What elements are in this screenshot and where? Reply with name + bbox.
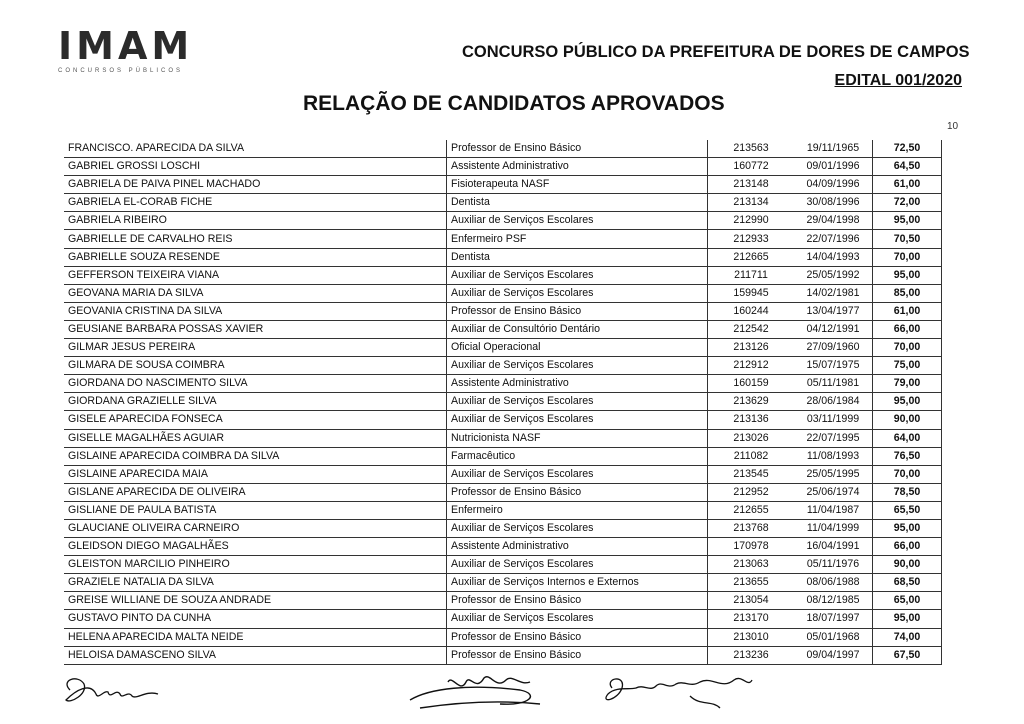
candidates-table bbox=[64, 140, 942, 665]
candidate-position: Oficial Operacional bbox=[447, 339, 708, 357]
table-row bbox=[64, 248, 942, 266]
candidate-registration: 213236 bbox=[708, 646, 795, 664]
logo-wordmark: IMAM bbox=[58, 24, 194, 68]
table-row bbox=[64, 194, 942, 212]
candidate-name: GLEISTON MARCILIO PINHEIRO bbox=[64, 556, 447, 574]
candidate-score: 74,00 bbox=[873, 628, 942, 646]
table-row bbox=[64, 429, 942, 447]
candidate-position: Professor de Ensino Básico bbox=[447, 628, 708, 646]
logo-subtext: CONCURSOS PÚBLICOS bbox=[58, 68, 184, 74]
table-row bbox=[64, 212, 942, 230]
candidate-registration: 213148 bbox=[708, 176, 795, 194]
candidate-registration: 160159 bbox=[708, 375, 795, 393]
table-row bbox=[64, 538, 942, 556]
table-row bbox=[64, 375, 942, 393]
candidate-registration: 213629 bbox=[708, 393, 795, 411]
table-row bbox=[64, 610, 942, 628]
candidates-table-body bbox=[64, 140, 942, 664]
candidate-position: Auxiliar de Serviços Escolares bbox=[447, 556, 708, 574]
candidate-score: 65,00 bbox=[873, 592, 942, 610]
table-row bbox=[64, 284, 942, 302]
candidate-name: GABRIELLE SOUZA RESENDE bbox=[64, 248, 447, 266]
candidate-score: 64,00 bbox=[873, 429, 942, 447]
candidate-birthdate: 14/04/1993 bbox=[794, 248, 873, 266]
candidate-position: Auxiliar de Serviços Escolares bbox=[447, 610, 708, 628]
candidate-score: 90,00 bbox=[873, 556, 942, 574]
candidate-registration: 160772 bbox=[708, 158, 795, 176]
table-row bbox=[64, 628, 942, 646]
candidate-birthdate: 16/04/1991 bbox=[794, 538, 873, 556]
candidate-position: Enfermeiro bbox=[447, 501, 708, 519]
candidate-position: Auxiliar de Serviços Escolares bbox=[447, 212, 708, 230]
candidate-name: GISLAINE APARECIDA COIMBRA DA SILVA bbox=[64, 447, 447, 465]
table-row bbox=[64, 519, 942, 537]
candidate-name: GIORDANA GRAZIELLE SILVA bbox=[64, 393, 447, 411]
candidate-position: Auxiliar de Serviços Internos e Externos bbox=[447, 574, 708, 592]
candidate-registration: 213126 bbox=[708, 339, 795, 357]
candidate-name: GLAUCIANE OLIVEIRA CARNEIRO bbox=[64, 519, 447, 537]
candidate-score: 70,50 bbox=[873, 230, 942, 248]
candidate-birthdate: 04/09/1996 bbox=[794, 176, 873, 194]
candidate-registration: 213655 bbox=[708, 574, 795, 592]
candidate-score: 68,50 bbox=[873, 574, 942, 592]
table-row bbox=[64, 140, 942, 158]
candidate-name: GISELLE MAGALHÃES AGUIAR bbox=[64, 429, 447, 447]
candidate-score: 65,50 bbox=[873, 501, 942, 519]
candidate-birthdate: 08/12/1985 bbox=[794, 592, 873, 610]
candidate-registration: 211082 bbox=[708, 447, 795, 465]
candidate-registration: 212655 bbox=[708, 501, 795, 519]
candidate-birthdate: 08/06/1988 bbox=[794, 574, 873, 592]
candidate-registration: 213768 bbox=[708, 519, 795, 537]
candidate-name: GILMAR JESUS PEREIRA bbox=[64, 339, 447, 357]
imam-logo bbox=[58, 26, 198, 74]
candidate-position: Professor de Ensino Básico bbox=[447, 302, 708, 320]
candidate-name: GLEIDSON DIEGO MAGALHÃES bbox=[64, 538, 447, 556]
candidate-score: 66,00 bbox=[873, 320, 942, 338]
candidate-birthdate: 25/06/1974 bbox=[794, 483, 873, 501]
candidate-name: HELENA APARECIDA MALTA NEIDE bbox=[64, 628, 447, 646]
candidate-birthdate: 09/01/1996 bbox=[794, 158, 873, 176]
candidate-registration: 212665 bbox=[708, 248, 795, 266]
candidate-registration: 213026 bbox=[708, 429, 795, 447]
candidate-score: 85,00 bbox=[873, 284, 942, 302]
candidate-birthdate: 18/07/1997 bbox=[794, 610, 873, 628]
candidate-registration: 213136 bbox=[708, 411, 795, 429]
candidate-name: GABRIELA DE PAIVA PINEL MACHADO bbox=[64, 176, 447, 194]
candidate-position: Auxiliar de Consultório Dentário bbox=[447, 320, 708, 338]
candidate-score: 72,50 bbox=[873, 140, 942, 158]
candidate-score: 70,00 bbox=[873, 339, 942, 357]
signature-1 bbox=[66, 679, 158, 701]
candidate-name: GRAZIELE NATALIA DA SILVA bbox=[64, 574, 447, 592]
candidate-birthdate: 05/11/1981 bbox=[794, 375, 873, 393]
table-row bbox=[64, 483, 942, 501]
candidate-score: 70,00 bbox=[873, 248, 942, 266]
candidate-position: Dentista bbox=[447, 194, 708, 212]
candidate-position: Auxiliar de Serviços Escolares bbox=[447, 519, 708, 537]
candidate-score: 61,00 bbox=[873, 176, 942, 194]
table-row bbox=[64, 447, 942, 465]
candidate-position: Fisioterapeuta NASF bbox=[447, 176, 708, 194]
candidate-registration: 213134 bbox=[708, 194, 795, 212]
candidate-position: Auxiliar de Serviços Escolares bbox=[447, 266, 708, 284]
candidate-score: 95,00 bbox=[873, 610, 942, 628]
edital-number: EDITAL 001/2020 bbox=[834, 72, 962, 89]
candidate-position: Professor de Ensino Básico bbox=[447, 140, 708, 158]
candidate-registration: 213054 bbox=[708, 592, 795, 610]
candidate-birthdate: 04/12/1991 bbox=[794, 320, 873, 338]
candidate-name: GISLAINE APARECIDA MAIA bbox=[64, 465, 447, 483]
candidate-position: Assistente Administrativo bbox=[447, 375, 708, 393]
candidate-birthdate: 11/08/1993 bbox=[794, 447, 873, 465]
candidate-birthdate: 29/04/1998 bbox=[794, 212, 873, 230]
candidate-score: 90,00 bbox=[873, 411, 942, 429]
candidate-birthdate: 14/02/1981 bbox=[794, 284, 873, 302]
signatures-area bbox=[0, 660, 1024, 724]
candidate-registration: 213063 bbox=[708, 556, 795, 574]
candidate-registration: 212990 bbox=[708, 212, 795, 230]
candidate-score: 79,00 bbox=[873, 375, 942, 393]
candidate-birthdate: 22/07/1996 bbox=[794, 230, 873, 248]
candidate-score: 76,50 bbox=[873, 447, 942, 465]
candidate-registration: 170978 bbox=[708, 538, 795, 556]
table-row bbox=[64, 266, 942, 284]
table-row bbox=[64, 501, 942, 519]
candidate-score: 95,00 bbox=[873, 519, 942, 537]
candidate-registration: 211711 bbox=[708, 266, 795, 284]
candidate-name: GABRIEL GROSSI LOSCHI bbox=[64, 158, 447, 176]
list-title: RELAÇÃO DE CANDIDATOS APROVADOS bbox=[303, 92, 725, 115]
candidate-name: GEFFERSON TEIXEIRA VIANA bbox=[64, 266, 447, 284]
candidate-position: Professor de Ensino Básico bbox=[447, 483, 708, 501]
candidate-name: GEUSIANE BARBARA POSSAS XAVIER bbox=[64, 320, 447, 338]
candidate-score: 95,00 bbox=[873, 393, 942, 411]
candidate-name: GISLANE APARECIDA DE OLIVEIRA bbox=[64, 483, 447, 501]
candidate-position: Auxiliar de Serviços Escolares bbox=[447, 465, 708, 483]
candidate-name: GUSTAVO PINTO DA CUNHA bbox=[64, 610, 447, 628]
candidate-position: Assistente Administrativo bbox=[447, 538, 708, 556]
candidate-position: Enfermeiro PSF bbox=[447, 230, 708, 248]
candidate-name: GABRIELA RIBEIRO bbox=[64, 212, 447, 230]
candidate-name: GABRIELA EL-CORAB FICHE bbox=[64, 194, 447, 212]
candidate-registration: 213563 bbox=[708, 140, 795, 158]
candidate-position: Auxiliar de Serviços Escolares bbox=[447, 284, 708, 302]
candidate-birthdate: 30/08/1996 bbox=[794, 194, 873, 212]
table-row bbox=[64, 556, 942, 574]
candidate-score: 78,50 bbox=[873, 483, 942, 501]
table-row bbox=[64, 176, 942, 194]
table-row bbox=[64, 592, 942, 610]
candidate-birthdate: 09/04/1997 bbox=[794, 646, 873, 664]
candidate-name: GABRIELLE DE CARVALHO REIS bbox=[64, 230, 447, 248]
table-row bbox=[64, 339, 942, 357]
candidate-position: Nutricionista NASF bbox=[447, 429, 708, 447]
candidate-name: GEOVANA MARIA DA SILVA bbox=[64, 284, 447, 302]
candidate-position: Auxiliar de Serviços Escolares bbox=[447, 411, 708, 429]
candidate-name: FRANCISCO. APARECIDA DA SILVA bbox=[64, 140, 447, 158]
candidate-registration: 213545 bbox=[708, 465, 795, 483]
candidate-score: 72,00 bbox=[873, 194, 942, 212]
document-title: CONCURSO PÚBLICO DA PREFEITURA DE DORES DE CAMPOS bbox=[462, 43, 970, 61]
candidate-birthdate: 25/05/1992 bbox=[794, 266, 873, 284]
candidate-name: GISLIANE DE PAULA BATISTA bbox=[64, 501, 447, 519]
candidate-birthdate: 03/11/1999 bbox=[794, 411, 873, 429]
candidate-position: Professor de Ensino Básico bbox=[447, 646, 708, 664]
candidate-birthdate: 15/07/1975 bbox=[794, 357, 873, 375]
candidate-score: 70,00 bbox=[873, 465, 942, 483]
candidate-position: Farmacêutico bbox=[447, 447, 708, 465]
candidate-name: HELOISA DAMASCENO SILVA bbox=[64, 646, 447, 664]
candidate-registration: 212952 bbox=[708, 483, 795, 501]
candidate-birthdate: 27/09/1960 bbox=[794, 339, 873, 357]
candidate-birthdate: 11/04/1999 bbox=[794, 519, 873, 537]
candidate-score: 95,00 bbox=[873, 212, 942, 230]
candidate-registration: 159945 bbox=[708, 284, 795, 302]
table-row bbox=[64, 302, 942, 320]
candidate-birthdate: 25/05/1995 bbox=[794, 465, 873, 483]
candidate-name: GISELE APARECIDA FONSECA bbox=[64, 411, 447, 429]
signature-3 bbox=[606, 678, 752, 708]
candidate-score: 95,00 bbox=[873, 266, 942, 284]
table-row bbox=[64, 393, 942, 411]
candidate-score: 64,50 bbox=[873, 158, 942, 176]
candidate-registration: 212933 bbox=[708, 230, 795, 248]
candidate-position: Dentista bbox=[447, 248, 708, 266]
candidate-registration: 160244 bbox=[708, 302, 795, 320]
table-row bbox=[64, 158, 942, 176]
candidate-birthdate: 19/11/1965 bbox=[794, 140, 873, 158]
candidate-name: GILMARA DE SOUSA COIMBRA bbox=[64, 357, 447, 375]
candidate-registration: 213170 bbox=[708, 610, 795, 628]
candidate-birthdate: 05/01/1968 bbox=[794, 628, 873, 646]
candidate-birthdate: 13/04/1977 bbox=[794, 302, 873, 320]
candidate-registration: 212912 bbox=[708, 357, 795, 375]
candidate-registration: 213010 bbox=[708, 628, 795, 646]
table-row bbox=[64, 230, 942, 248]
table-row bbox=[64, 411, 942, 429]
candidate-position: Auxiliar de Serviços Escolares bbox=[447, 357, 708, 375]
candidate-birthdate: 11/04/1987 bbox=[794, 501, 873, 519]
candidate-birthdate: 28/06/1984 bbox=[794, 393, 873, 411]
signature-2 bbox=[410, 677, 540, 708]
candidate-birthdate: 05/11/1976 bbox=[794, 556, 873, 574]
candidate-score: 67,50 bbox=[873, 646, 942, 664]
candidate-name: GIORDANA DO NASCIMENTO SILVA bbox=[64, 375, 447, 393]
table-row bbox=[64, 574, 942, 592]
candidate-position: Assistente Administrativo bbox=[447, 158, 708, 176]
candidate-birthdate: 22/07/1995 bbox=[794, 429, 873, 447]
candidate-score: 75,00 bbox=[873, 357, 942, 375]
table-row bbox=[64, 320, 942, 338]
candidate-score: 66,00 bbox=[873, 538, 942, 556]
page-number: 10 bbox=[947, 121, 959, 132]
candidate-score: 61,00 bbox=[873, 302, 942, 320]
candidate-position: Auxiliar de Serviços Escolares bbox=[447, 393, 708, 411]
table-row bbox=[64, 357, 942, 375]
candidate-name: GREISE WILLIANE DE SOUZA ANDRADE bbox=[64, 592, 447, 610]
candidate-registration: 212542 bbox=[708, 320, 795, 338]
candidate-name: GEOVANIA CRISTINA DA SILVA bbox=[64, 302, 447, 320]
table-row bbox=[64, 465, 942, 483]
candidate-position: Professor de Ensino Básico bbox=[447, 592, 708, 610]
